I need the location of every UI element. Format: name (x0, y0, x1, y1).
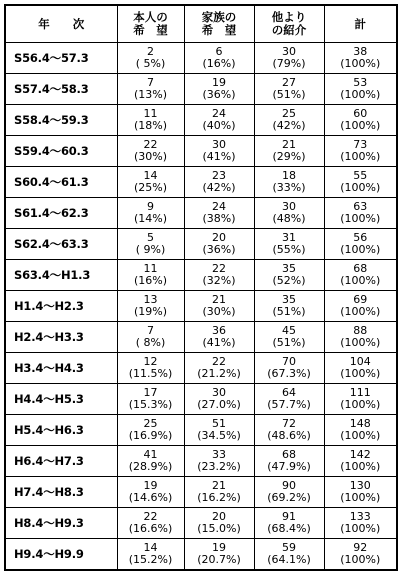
period-cell: H2.4～H3.3 (5, 322, 117, 353)
total-cell (324, 43, 397, 74)
period-cell: S56.4～57.3 (5, 43, 117, 74)
family-count: 20 (212, 510, 226, 523)
period-cell: H8.4～H9.3 (5, 508, 117, 539)
period-cell: H5.4～H6.3 (5, 415, 117, 446)
other-count: 64 (282, 386, 296, 399)
other-percent: (33%) (272, 181, 306, 194)
family-percent: (20.7%) (197, 553, 241, 566)
total-count: 104 (349, 355, 371, 368)
total-percent: (100%) (340, 119, 381, 132)
family-cell (184, 167, 254, 198)
other-count: 35 (282, 293, 296, 306)
self-count: 11 (143, 262, 158, 275)
family-percent: (40%) (202, 119, 236, 132)
self-percent: (14%) (133, 212, 168, 225)
other-cell (254, 198, 324, 229)
family-count: 36 (212, 324, 226, 337)
period-cell: H6.4～H7.3 (5, 446, 117, 477)
period-cell: S58.4～59.3 (5, 105, 117, 136)
total-cell (324, 229, 397, 260)
other-cell (254, 508, 324, 539)
total-percent: (100%) (340, 367, 381, 380)
total-cell (324, 291, 397, 322)
table-container (4, 4, 398, 571)
total-count: 92 (353, 541, 368, 554)
period-cell: H4.4～H5.3 (5, 384, 117, 415)
header-self-request (117, 5, 184, 43)
other-cell (254, 384, 324, 415)
family-cell (184, 43, 254, 74)
header-other-referral (254, 5, 324, 43)
other-percent: (67.3%) (267, 367, 311, 380)
total-cell (324, 353, 397, 384)
total-percent: (100%) (340, 274, 381, 287)
self-percent: (14.6%) (128, 491, 173, 504)
header-total: 計 (324, 5, 397, 43)
total-percent: (100%) (340, 212, 381, 225)
family-count: 22 (212, 355, 226, 368)
family-cell (184, 508, 254, 539)
family-cell (184, 446, 254, 477)
table-body (5, 43, 397, 571)
other-percent: (55%) (272, 243, 306, 256)
total-count: 68 (353, 262, 368, 275)
total-cell (324, 415, 397, 446)
other-count: 68 (282, 448, 296, 461)
family-count: 19 (212, 76, 226, 89)
table-row (5, 477, 397, 508)
self-cell (117, 136, 184, 167)
other-count: 30 (282, 200, 296, 213)
other-percent: (51%) (272, 336, 306, 349)
family-count: 23 (212, 169, 226, 182)
self-percent: ( 8%) (135, 336, 166, 349)
self-percent: (15.2%) (128, 553, 173, 566)
family-percent: (36%) (202, 88, 236, 101)
self-percent: (15.3%) (128, 398, 173, 411)
other-count: 91 (282, 510, 296, 523)
total-cell (324, 198, 397, 229)
other-percent: (52%) (272, 274, 306, 287)
self-count: 14 (143, 169, 158, 182)
family-percent: (34.5%) (197, 429, 241, 442)
total-count: 56 (353, 231, 368, 244)
referral-statistics-table (4, 4, 398, 571)
family-count: 33 (212, 448, 226, 461)
self-count: 11 (143, 107, 158, 120)
total-count: 60 (353, 107, 368, 120)
family-cell (184, 74, 254, 105)
total-count: 142 (349, 448, 371, 461)
self-percent: (19%) (133, 305, 168, 318)
total-percent: (100%) (340, 553, 381, 566)
table-row (5, 136, 397, 167)
period-cell: H3.4～H4.3 (5, 353, 117, 384)
self-count: 7 (147, 76, 154, 89)
other-percent: (79%) (272, 57, 306, 70)
table-row (5, 353, 397, 384)
header-self-line-2: 希 望 (133, 23, 168, 37)
total-percent: (100%) (340, 398, 381, 411)
total-count: 133 (349, 510, 371, 523)
period-cell: H7.4～H8.3 (5, 477, 117, 508)
total-count: 69 (353, 293, 368, 306)
family-cell (184, 353, 254, 384)
self-count: 14 (143, 541, 158, 554)
family-cell (184, 136, 254, 167)
self-count: 2 (147, 45, 154, 58)
table-row (5, 508, 397, 539)
total-cell (324, 322, 397, 353)
self-cell (117, 74, 184, 105)
other-cell (254, 43, 324, 74)
total-count: 53 (353, 76, 368, 89)
family-cell (184, 291, 254, 322)
other-count: 30 (282, 45, 296, 58)
family-percent: (41%) (202, 150, 236, 163)
table-row (5, 291, 397, 322)
header-self-line-1: 本人の (133, 10, 168, 24)
self-cell (117, 446, 184, 477)
total-percent: (100%) (340, 522, 381, 535)
family-count: 22 (212, 262, 226, 275)
table-row (5, 260, 397, 291)
other-cell (254, 415, 324, 446)
self-percent: (25%) (133, 181, 168, 194)
self-percent: (30%) (133, 150, 168, 163)
family-percent: (38%) (202, 212, 236, 225)
table-row (5, 43, 397, 74)
period-cell: H9.4～H9.9 (5, 539, 117, 571)
self-cell (117, 43, 184, 74)
total-cell (324, 136, 397, 167)
self-cell (117, 105, 184, 136)
family-percent: (30%) (202, 305, 236, 318)
family-cell (184, 477, 254, 508)
family-count: 51 (212, 417, 226, 430)
family-percent: (32%) (202, 274, 236, 287)
self-cell (117, 229, 184, 260)
other-cell (254, 291, 324, 322)
header-period: 年 次 (5, 5, 117, 43)
other-cell (254, 74, 324, 105)
table-row (5, 415, 397, 446)
self-cell (117, 260, 184, 291)
total-count: 38 (353, 45, 368, 58)
self-percent: (28.9%) (128, 460, 173, 473)
self-count: 41 (143, 448, 158, 461)
self-count: 25 (143, 417, 158, 430)
family-count: 30 (212, 386, 226, 399)
total-cell (324, 105, 397, 136)
family-count: 21 (212, 479, 226, 492)
total-percent: (100%) (340, 429, 381, 442)
total-percent: (100%) (340, 57, 381, 70)
self-count: 5 (147, 231, 154, 244)
table-row (5, 539, 397, 571)
header-family-line-1: 家族の (201, 10, 237, 24)
self-cell (117, 353, 184, 384)
total-count: 148 (349, 417, 371, 430)
family-count: 19 (212, 541, 226, 554)
header-row (5, 5, 397, 43)
total-percent: (100%) (340, 88, 381, 101)
self-count: 19 (143, 479, 158, 492)
family-percent: (23.2%) (197, 460, 241, 473)
family-percent: (41%) (202, 336, 236, 349)
total-percent: (100%) (340, 460, 381, 473)
total-percent: (100%) (340, 181, 381, 194)
self-count: 17 (143, 386, 158, 399)
total-cell (324, 74, 397, 105)
table-row (5, 74, 397, 105)
family-percent: (15.0%) (197, 522, 241, 535)
total-percent: (100%) (340, 305, 381, 318)
other-cell (254, 167, 324, 198)
family-count: 24 (212, 200, 226, 213)
other-count: 18 (282, 169, 296, 182)
total-cell (324, 477, 397, 508)
table-row (5, 105, 397, 136)
other-cell (254, 353, 324, 384)
table-row (5, 167, 397, 198)
table-row (5, 384, 397, 415)
other-count: 90 (282, 479, 296, 492)
other-percent: (69.2%) (267, 491, 311, 504)
other-percent: (47.9%) (267, 460, 311, 473)
self-percent: ( 9%) (135, 243, 166, 256)
family-cell (184, 229, 254, 260)
family-cell (184, 260, 254, 291)
total-percent: (100%) (340, 150, 381, 163)
other-percent: (51%) (272, 88, 306, 101)
period-cell: S60.4～61.3 (5, 167, 117, 198)
other-count: 27 (282, 76, 296, 89)
family-cell (184, 322, 254, 353)
header-family-line-2: 希 望 (201, 23, 237, 37)
self-percent: (16.9%) (128, 429, 173, 442)
total-count: 88 (353, 324, 368, 337)
self-count: 12 (143, 355, 158, 368)
other-percent: (51%) (272, 305, 306, 318)
self-count: 7 (147, 324, 154, 337)
other-cell (254, 136, 324, 167)
self-cell (117, 291, 184, 322)
family-percent: (21.2%) (197, 367, 241, 380)
total-cell (324, 446, 397, 477)
self-cell (117, 539, 184, 571)
other-percent: (48%) (272, 212, 306, 225)
family-percent: (42%) (202, 181, 236, 194)
family-cell (184, 105, 254, 136)
family-cell (184, 384, 254, 415)
self-count: 13 (143, 293, 158, 306)
self-percent: (13%) (133, 88, 168, 101)
total-count: 111 (349, 386, 371, 399)
other-count: 21 (282, 138, 296, 151)
period-cell: H1.4～H2.3 (5, 291, 117, 322)
period-cell: S61.4～62.3 (5, 198, 117, 229)
other-count: 70 (282, 355, 296, 368)
header-other-line-1: 他より (271, 10, 307, 24)
total-count: 73 (353, 138, 368, 151)
self-cell (117, 198, 184, 229)
self-count: 22 (143, 138, 158, 151)
other-count: 59 (282, 541, 296, 554)
total-cell (324, 167, 397, 198)
total-cell (324, 260, 397, 291)
family-count: 21 (212, 293, 226, 306)
other-cell (254, 105, 324, 136)
self-count: 9 (147, 200, 154, 213)
other-percent: (48.6%) (267, 429, 311, 442)
header-other-line-2: の紹介 (271, 23, 307, 37)
other-percent: (29%) (272, 150, 306, 163)
family-cell (184, 539, 254, 571)
self-cell (117, 384, 184, 415)
self-percent: (18%) (133, 119, 168, 132)
total-cell (324, 539, 397, 571)
self-cell (117, 167, 184, 198)
total-cell (324, 384, 397, 415)
table-row (5, 322, 397, 353)
other-percent: (68.4%) (267, 522, 311, 535)
family-percent: (16%) (202, 57, 236, 70)
other-count: 72 (282, 417, 296, 430)
period-cell: S59.4～60.3 (5, 136, 117, 167)
self-percent: (11.5%) (128, 367, 173, 380)
other-cell (254, 539, 324, 571)
family-count: 6 (215, 45, 223, 58)
other-count: 25 (282, 107, 296, 120)
family-percent: (27.0%) (197, 398, 241, 411)
total-percent: (100%) (340, 491, 381, 504)
table-row (5, 198, 397, 229)
family-count: 20 (212, 231, 226, 244)
total-count: 130 (349, 479, 371, 492)
family-cell (184, 415, 254, 446)
period-cell: S57.4～58.3 (5, 74, 117, 105)
family-count: 24 (212, 107, 226, 120)
self-percent: (16%) (133, 274, 168, 287)
self-count: 22 (143, 510, 158, 523)
family-percent: (16.2%) (197, 491, 241, 504)
period-cell: S63.4～H1.3 (5, 260, 117, 291)
total-count: 55 (353, 169, 368, 182)
period-cell: S62.4～63.3 (5, 229, 117, 260)
self-cell (117, 322, 184, 353)
other-count: 45 (282, 324, 296, 337)
self-cell (117, 508, 184, 539)
self-percent: (16.6%) (128, 522, 173, 535)
header-family-request (184, 5, 254, 43)
other-cell (254, 322, 324, 353)
total-percent: (100%) (340, 336, 381, 349)
self-cell (117, 415, 184, 446)
self-cell (117, 477, 184, 508)
other-percent: (64.1%) (267, 553, 311, 566)
other-cell (254, 446, 324, 477)
total-count: 63 (353, 200, 368, 213)
family-cell (184, 198, 254, 229)
other-count: 31 (282, 231, 296, 244)
total-cell (324, 508, 397, 539)
other-cell (254, 260, 324, 291)
table-row (5, 446, 397, 477)
other-count: 35 (282, 262, 296, 275)
other-percent: (42%) (272, 119, 306, 132)
family-count: 30 (212, 138, 226, 151)
other-percent: (57.7%) (267, 398, 311, 411)
family-percent: (36%) (202, 243, 236, 256)
other-cell (254, 477, 324, 508)
total-percent: (100%) (340, 243, 381, 256)
table-row (5, 229, 397, 260)
other-cell (254, 229, 324, 260)
self-percent: ( 5%) (135, 57, 166, 70)
